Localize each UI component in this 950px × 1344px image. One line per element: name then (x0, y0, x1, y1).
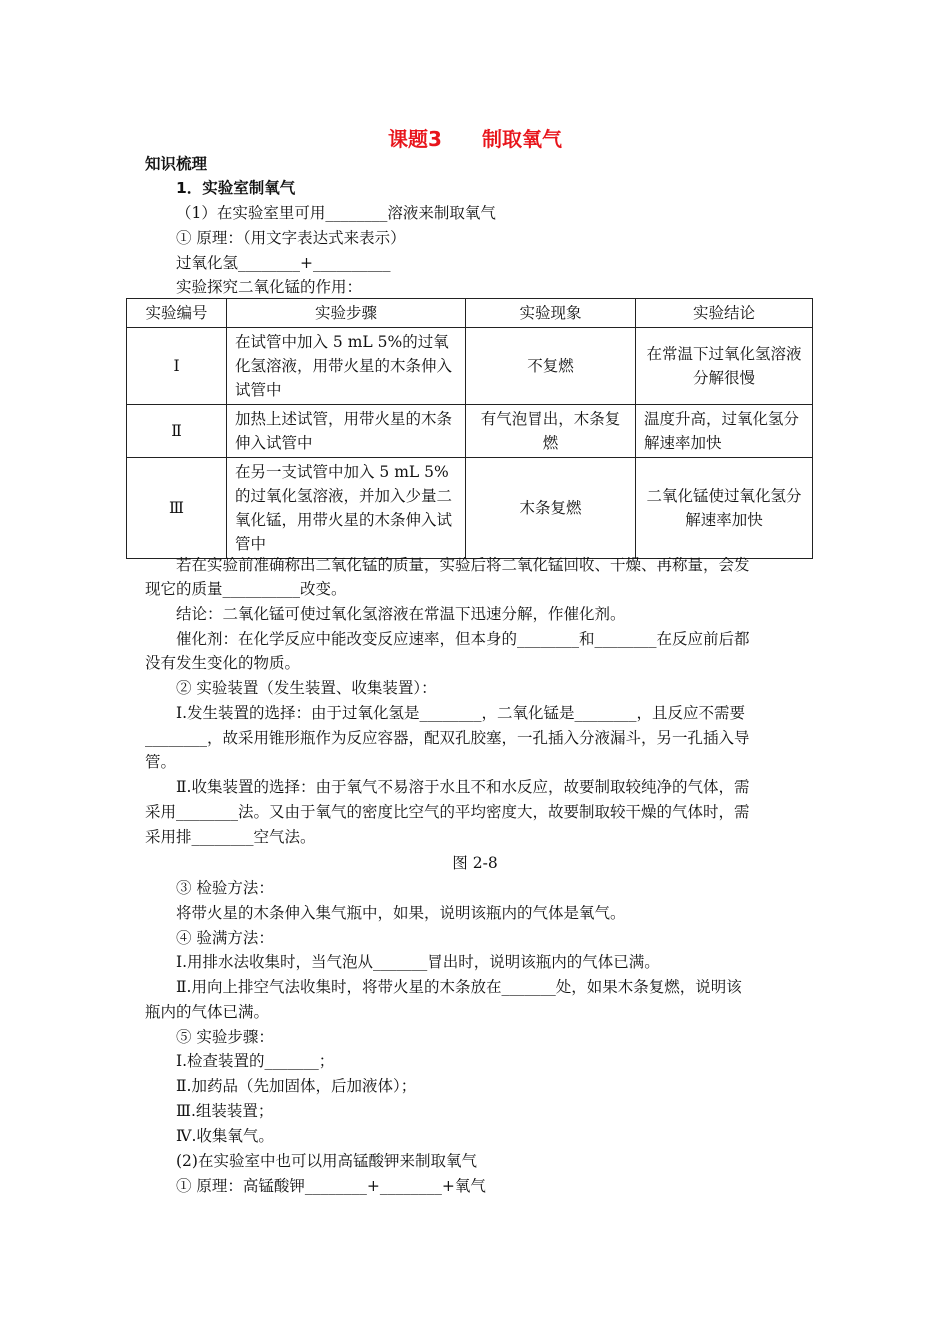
cell-phenomenon: 有气泡冒出，木条复燃 (466, 405, 636, 458)
text-line: 现它的质量__________改变。 (145, 580, 347, 598)
cell-id: Ⅰ (127, 328, 227, 405)
text-line: 催化剂：在化学反应中能改变反应速率，但本身的________和________在反应前后都 (176, 630, 750, 648)
text-line: Ⅱ.加药品（先加固体，后加液体）； (176, 1077, 417, 1095)
text-line: ④ 验满方法： (176, 929, 274, 947)
cell-id: Ⅱ (127, 405, 227, 458)
text-line: Ⅲ.组装装置； (176, 1102, 274, 1120)
header-cell-phenomenon: 实验现象 (466, 299, 636, 328)
text-line: Ⅱ.用向上排空气法收集时，将带火星的木条放在_______处，如果木条复燃，说明该 (176, 978, 742, 996)
page-title: 课题3 制取氧气 (388, 127, 562, 151)
header-cell-id: 实验编号 (127, 299, 227, 328)
table-row (127, 405, 813, 458)
table-row (127, 328, 813, 405)
cell-phenomenon: 木条复燃 (466, 458, 636, 559)
text-line: ________，故采用锥形瓶作为反应容器，配双孔胶塞，一孔插入分液漏斗，另一孔插入导 (145, 729, 750, 747)
text-line: Ⅳ.收集氧气。 (176, 1127, 274, 1145)
text-line: 采用________法。又由于氧气的密度比空气的平均密度大，故要制取较干燥的气体时，需 (145, 803, 750, 821)
cell-conclusion: 二氧化锰使过氧化氢分解速率加快 (636, 458, 813, 559)
text-line: （1）在实验室里可用________溶液来制取氧气 (176, 204, 496, 222)
text-line: 管。 (145, 753, 177, 771)
text-line: 结论：二氧化锰可使过氧化氢溶液在常温下迅速分解，作催化剂。 (176, 605, 626, 623)
text-line: 瓶内的气体已满。 (145, 1003, 270, 1021)
table-header-row (127, 299, 813, 328)
cell-conclusion: 在常温下过氧化氢溶液分解很慢 (636, 328, 813, 405)
text-line: 若在实验前准确称出二氧化锰的质量，实验后将二氧化锰回收、干燥、再称量，会发 (176, 556, 750, 574)
cell-conclusion: 温度升高，过氧化氢分解速率加快 (636, 405, 813, 458)
text-line: 采用排________空气法。 (145, 828, 316, 846)
cell-step: 在试管中加入 5 mL 5%的过氧化氢溶液，用带火星的木条伸入试管中 (227, 328, 466, 405)
text-line: ② 实验装置（发生装置、收集装置）： (176, 679, 437, 697)
header-cell-conclusion: 实验结论 (636, 299, 813, 328)
text-line: Ⅰ.检查装置的_______； (176, 1052, 335, 1070)
text-line: 没有发生变化的物质。 (145, 654, 301, 672)
header-cell-step: 实验步骤 (227, 299, 466, 328)
cell-id: Ⅲ (127, 458, 227, 559)
text-line: 过氧化氢________+__________ (176, 254, 391, 272)
text-line: Ⅰ.用排水法收集时，当气泡从_______冒出时，说明该瓶内的气体已满。 (176, 953, 660, 971)
cell-phenomenon: 不复燃 (466, 328, 636, 405)
text-line: 将带火星的木条伸入集气瓶中，如果，说明该瓶内的气体是氧气。 (176, 904, 626, 922)
text-line: Ⅰ.发生装置的选择：由于过氧化氢是________，二氧化锰是________，且反应不需要 (176, 704, 746, 722)
table-row (127, 458, 813, 559)
subsection-heading: 1．实验室制氧气 (176, 179, 296, 197)
text-line: 实验探究二氧化锰的作用： (176, 278, 363, 296)
text-line: (2)在实验室中也可以用高锰酸钾来制取氧气 (176, 1152, 477, 1170)
text-line: ⑤ 实验步骤： (176, 1028, 274, 1046)
figure-caption: 图 2-8 (452, 854, 498, 872)
cell-step: 在另一支试管中加入 5 mL 5%的过氧化氢溶液，并加入少量二氧化锰，用带火星的木条伸入试管中 (227, 458, 466, 559)
text-line: ① 原理：高锰酸钾________+________+氧气 (176, 1177, 486, 1195)
section-heading: 知识梳理 (145, 155, 208, 173)
text-line: ① 原理：（用文字表达式来表示） (176, 229, 406, 247)
text-line: Ⅱ.收集装置的选择：由于氧气不易溶于水且不和水反应，故要制取较纯净的气体，需 (176, 778, 750, 796)
cell-step: 加热上述试管，用带火星的木条伸入试管中 (227, 405, 466, 458)
text-line: ③ 检验方法： (176, 879, 274, 897)
experiment-table (126, 298, 813, 559)
